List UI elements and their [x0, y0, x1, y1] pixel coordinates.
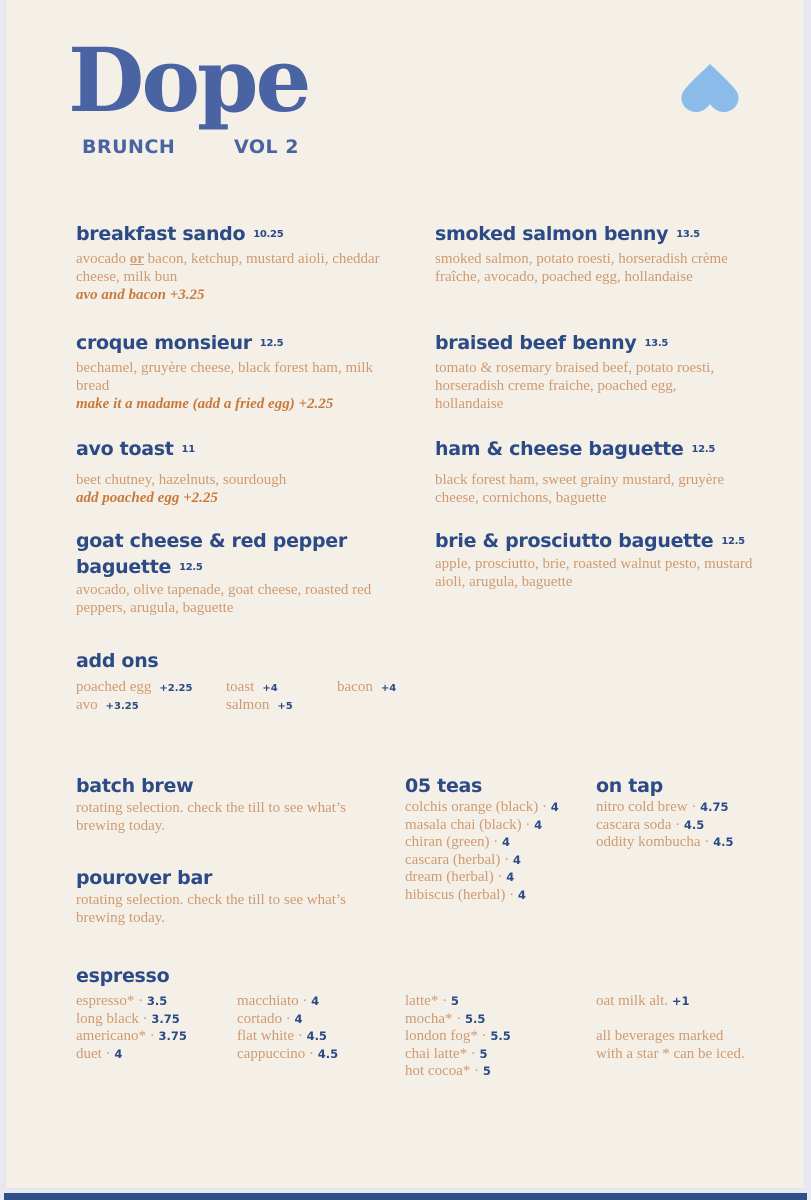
item-description: beet chutney, hazelnuts, sourdough	[76, 471, 287, 488]
item-name: breakfast sando	[76, 223, 246, 245]
espresso-section	[76, 963, 169, 989]
tea-item: hibiscus (herbal) · 4	[405, 886, 526, 903]
addon-salmon: salmon +5	[226, 697, 293, 713]
item-name: avo toast	[76, 438, 174, 460]
item-upgrade-note: make it a madame (add a fried egg) +2.25	[76, 395, 334, 412]
item-price: 13.5	[644, 337, 668, 349]
item-name: brie & prosciutto baguette	[435, 530, 714, 552]
batch-brew-section	[76, 773, 386, 835]
menu-item-braised-beef-benny	[435, 330, 735, 413]
espresso-column-2	[237, 993, 338, 1063]
pourover-bar-section	[76, 865, 386, 927]
tea-item: dream (herbal) · 4	[405, 869, 515, 885]
espresso-column-3	[405, 993, 511, 1081]
item-description: tomato & rosemary braised beef, potato roesti, horseradish creme fraiche, poached egg, hollandaise	[435, 359, 715, 412]
iced-note: all beverages marked	[596, 1028, 724, 1044]
item-description: smoked salmon, potato roesti, horseradish crème fraîche, avocado, poached egg, hollandaise	[435, 250, 728, 285]
espresso-item: cortado · 4	[237, 1010, 303, 1027]
espresso-item: long black · 3.75	[76, 1010, 180, 1027]
item-name: ham & cheese baguette	[435, 438, 684, 460]
menu-item-breakfast-sando	[76, 221, 396, 304]
tea-item: chiran (green) · 4	[405, 834, 511, 850]
item-price: 12.5	[179, 561, 203, 573]
section-title: batch brew	[76, 775, 194, 797]
tea-item: masala chai (black) · 4	[405, 816, 543, 833]
item-description: black forest ham, sweet grainy mustard, gruyère cheese, cornichons, baguette	[435, 471, 725, 506]
addon-toast: toast +4	[226, 679, 278, 695]
iced-note: with a star * can be iced.	[596, 1045, 745, 1062]
espresso-item: hot cocoa* · 5	[405, 1063, 491, 1079]
espresso-item: flat white · 4.5	[237, 1028, 327, 1044]
section-title: 05 teas	[405, 775, 483, 797]
item-upgrade-note: avo and bacon +3.25	[76, 286, 205, 303]
item-price: 10.25	[253, 228, 284, 240]
addon-avo: avo +3.25	[76, 697, 139, 713]
menu-item-ham-cheese-baguette	[435, 436, 735, 507]
section-title: add ons	[76, 650, 159, 672]
menu-item-avo-toast	[76, 436, 396, 507]
item-price: 12.5	[721, 535, 745, 547]
espresso-item: latte* · 5	[405, 993, 459, 1009]
oat-milk-option: oat milk alt. +1	[596, 993, 690, 1009]
espresso-item: mocha* · 5.5	[405, 1010, 486, 1027]
item-description: avocado, olive tapenade, goat cheese, roasted red peppers, arugula, baguette	[76, 581, 372, 616]
item-price: 11	[181, 443, 195, 455]
item-name: smoked salmon benny	[435, 223, 669, 245]
espresso-item: americano* · 3.75	[76, 1028, 187, 1044]
espresso-column-1	[76, 993, 187, 1063]
espresso-item: cappuccino · 4.5	[237, 1045, 339, 1062]
logo-subtitle-volume: VOL 2	[234, 136, 299, 158]
tap-item: cascara soda · 4.5	[596, 816, 705, 833]
tap-item: nitro cold brew · 4.75	[596, 799, 729, 815]
heart-icon	[678, 62, 742, 114]
espresso-item: espresso* · 3.5	[76, 993, 168, 1009]
addon-poached-egg: poached egg +2.25	[76, 679, 193, 695]
logo-wordmark: Dope	[68, 28, 309, 132]
on-tap-section	[596, 773, 733, 852]
menu-item-croque-monsieur	[76, 330, 396, 413]
menu-item-smoked-salmon-benny	[435, 221, 735, 286]
tea-item: colchis orange (black) · 4	[405, 799, 559, 815]
section-title: on tap	[596, 775, 663, 797]
teas-section	[405, 773, 559, 904]
logo-subtitle-brunch: BRUNCH	[82, 136, 176, 158]
menu-page	[6, 0, 804, 1188]
item-name: goat cheese & red pepper	[76, 530, 347, 552]
item-name: braised beef benny	[435, 332, 637, 354]
espresso-notes	[596, 993, 745, 1063]
add-ons-section	[76, 648, 158, 674]
section-description: rotating selection. check the till to see what’s brewing today.	[76, 892, 346, 926]
addon-bacon: bacon +4	[337, 679, 397, 695]
item-upgrade-note: add poached egg +2.25	[76, 489, 218, 506]
section-title: pourover bar	[76, 867, 213, 889]
item-description: apple, prosciutto, brie, roasted walnut pesto, mustard aioli, arugula, baguette	[435, 555, 753, 590]
section-description: rotating selection. check the till to see what’s brewing today.	[76, 800, 346, 834]
espresso-item: london fog* · 5.5	[405, 1028, 511, 1044]
tap-item: oddity kombucha · 4.5	[596, 834, 734, 850]
tea-item: cascara (herbal) · 4	[405, 851, 521, 868]
item-description: avocado or bacon, ketchup, mustard aioli, cheddar cheese, milk bun	[76, 250, 380, 285]
logo	[68, 28, 328, 165]
menu-item-goat-cheese-baguette	[76, 528, 386, 617]
item-price: 13.5	[676, 228, 700, 240]
item-description: bechamel, gruyère cheese, black forest ham, milk bread	[76, 359, 373, 394]
section-title: espresso	[76, 965, 170, 987]
menu-item-brie-prosciutto-baguette	[435, 528, 755, 591]
item-price: 12.5	[259, 337, 284, 349]
espresso-item: macchiato · 4	[237, 993, 320, 1009]
bottom-bar	[4, 1193, 807, 1200]
item-name-line2: baguette	[76, 556, 172, 578]
item-name: croque monsieur	[76, 332, 252, 354]
espresso-item: chai latte* · 5	[405, 1045, 488, 1062]
espresso-item: duet · 4	[76, 1045, 123, 1062]
item-price: 12.5	[691, 443, 715, 455]
